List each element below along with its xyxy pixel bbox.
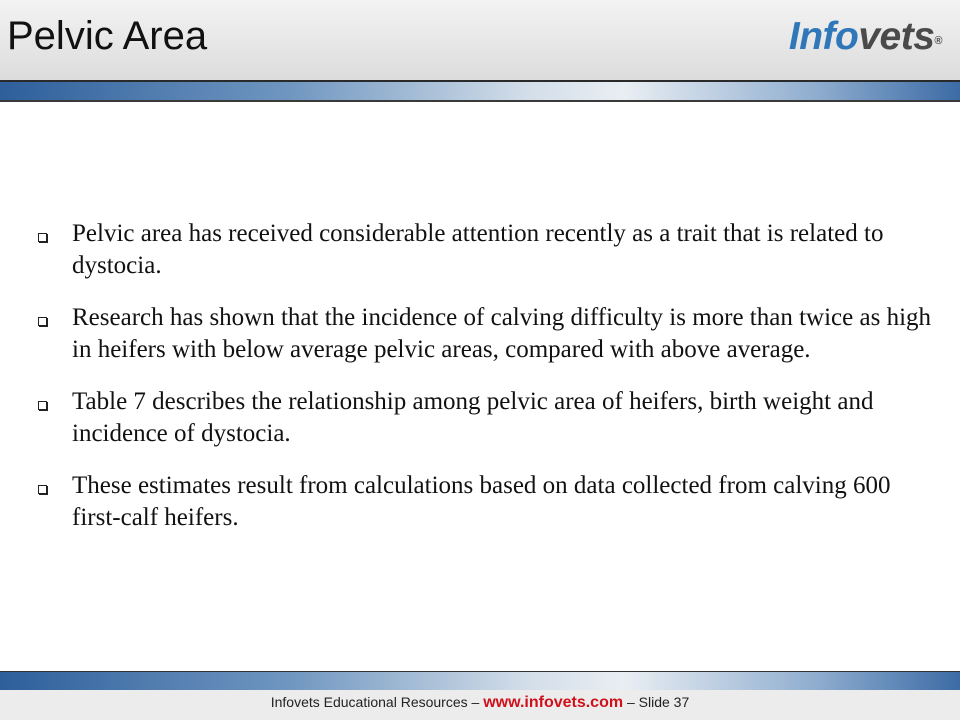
- list-item: [36, 302, 936, 366]
- bullet-text: These estimates result from calculations based on data collected from calving 600 first-calf heifers.: [72, 472, 891, 531]
- hollow-square-bullet-icon: [38, 485, 47, 494]
- hollow-square-bullet-icon: [38, 401, 47, 410]
- header-bar-border: [0, 100, 960, 102]
- list-item: [36, 386, 936, 450]
- bullet-text: Research has shown that the incidence of calving difficulty is more than twice as high in heifers with below average pelvic areas, compared with above average.: [72, 304, 932, 363]
- slide-header: [0, 0, 960, 80]
- list-item: [36, 470, 936, 534]
- hollow-square-bullet-icon: [38, 317, 47, 326]
- list-item: [36, 218, 936, 282]
- hollow-square-bullet-icon: [38, 233, 47, 242]
- logo-text-info: Info: [788, 15, 859, 58]
- footer-slide-number: – Slide 37: [623, 694, 690, 710]
- logo-text-vets: vets: [858, 15, 935, 58]
- footer-gradient-bar: [0, 671, 960, 690]
- bullet-text: Table 7 describes the relationship among pelvic area of heifers, birth weight and incidence of dystocia.: [72, 388, 874, 447]
- footer-url-link[interactable]: www.infovets.com: [483, 694, 624, 711]
- bullet-text: Pelvic area has received considerable attention recently as a trait that is related to dystocia.: [72, 220, 884, 279]
- slide-title: Pelvic Area: [7, 14, 208, 58]
- slide-footer: [0, 690, 960, 720]
- infovets-logo: [789, 14, 942, 60]
- logo-registered-mark: ®: [934, 35, 942, 47]
- bullet-list: [36, 218, 936, 534]
- footer-prefix: Infovets Educational Resources –: [270, 694, 484, 710]
- slide-body: [36, 218, 936, 554]
- header-gradient-bar: [0, 82, 960, 100]
